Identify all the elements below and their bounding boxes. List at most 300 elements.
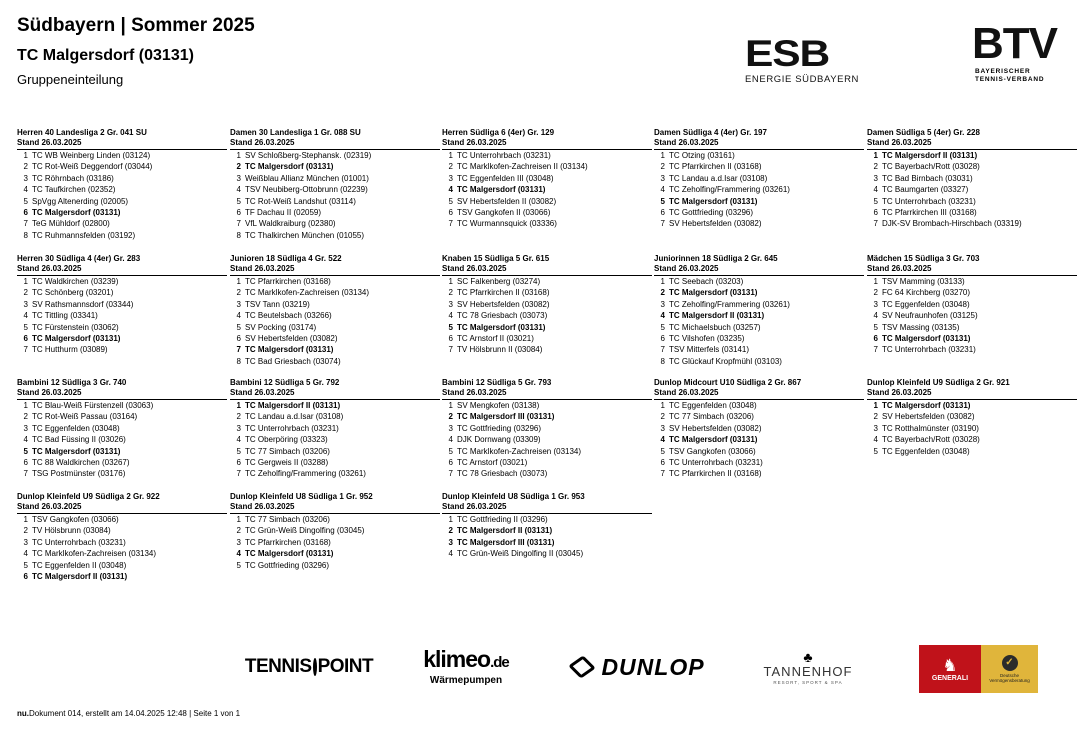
team-row [867, 344, 1077, 355]
group-stand-date: Stand 26.03.2025 [867, 138, 1077, 150]
team-rank: 6 [236, 334, 241, 344]
team-row [17, 400, 227, 411]
team-row [442, 423, 652, 434]
dunlop-flying-d-icon [569, 655, 597, 678]
group-title: Dunlop Kleinfeld U9 Südliga 2 Gr. 921 [867, 378, 1010, 387]
team-name: TC Malgersdorf III (03131) [457, 537, 555, 547]
team-name: TC Landau a.d.Isar (03108) [245, 412, 344, 422]
team-row [17, 299, 227, 310]
group-title: Bambini 12 Südliga 5 Gr. 792 [230, 378, 340, 387]
group-title: Mädchen 15 Südliga 3 Gr. 703 [867, 254, 980, 263]
team-rank: 3 [448, 537, 453, 547]
team-name: TC WB Weinberg Linden (03124) [32, 151, 151, 160]
team-rank: 7 [448, 345, 453, 355]
team-rank: 6 [873, 334, 878, 344]
team-rank: 2 [660, 162, 665, 172]
team-name: TC Pfarrkirchen (03168) [245, 537, 331, 547]
tennispoint-text-1: TENNIS [244, 656, 312, 677]
team-rank: 5 [448, 322, 453, 332]
group-stand-date: Stand 26.03.2025 [442, 388, 652, 400]
klimeo-tagline: Wärmepumpen [429, 675, 503, 686]
group-table [17, 492, 227, 582]
team-name: TC Malgersdorf (03131) [669, 288, 758, 298]
team-rank: 2 [448, 288, 453, 298]
team-name: TC Pfarrkirchen II (03168) [457, 288, 550, 298]
tennis-ball-icon [313, 658, 317, 676]
team-row [230, 276, 440, 287]
team-name: SV Hebertsfelden (03082) [669, 423, 762, 433]
group-stand-date: Stand 26.03.2025 [17, 388, 227, 400]
team-rank: 3 [448, 299, 453, 309]
team-name: TC Röhrnbach (03186) [32, 173, 114, 183]
group-stand-date: Stand 26.03.2025 [230, 138, 440, 150]
generali-dvag-logo [919, 645, 1038, 693]
group-title: Herren 40 Landesliga 2 Gr. 041 SU [17, 128, 147, 137]
team-name: TSV Gangkofen (03066) [669, 446, 756, 456]
team-row [654, 446, 864, 457]
team-row [654, 468, 864, 479]
team-rank: 1 [660, 401, 665, 410]
team-row [17, 560, 227, 571]
team-name: TF Dachau II (02059) [245, 208, 322, 218]
team-name: TC Schönberg (03201) [32, 288, 114, 298]
esb-logo-text: ENERGIE SÜDBAYERN [745, 74, 860, 85]
team-rank: 6 [873, 208, 878, 218]
team-row [867, 287, 1077, 298]
team-rank: 6 [23, 458, 28, 468]
team-rank: 6 [660, 458, 665, 468]
team-rank: 1 [23, 277, 28, 286]
team-row [442, 287, 652, 298]
team-rank: 8 [236, 230, 241, 240]
esb-logo-mark: ESB [745, 33, 830, 74]
team-name: TSV Gangkofen (03066) [32, 515, 119, 524]
group-table [867, 128, 1077, 230]
team-rank: 4 [448, 549, 453, 559]
team-rank: 8 [23, 230, 28, 240]
team-name: TC Malgersdorf (03131) [32, 334, 121, 344]
team-rank: 3 [660, 299, 665, 309]
team-rank: 4 [660, 185, 665, 195]
team-row [867, 446, 1077, 457]
team-name: TC Malgersdorf (03131) [32, 208, 121, 218]
group-table [654, 378, 864, 480]
team-name: TC Eggenfelden (03048) [32, 423, 120, 433]
team-name: TC Malgersdorf (03131) [457, 185, 546, 195]
team-rank: 1 [448, 401, 453, 410]
team-row [230, 161, 440, 172]
team-rank: 1 [236, 151, 241, 160]
group-stand-date: Stand 26.03.2025 [230, 264, 440, 276]
team-rank: 1 [873, 277, 878, 286]
team-row [17, 310, 227, 321]
team-name: TC Malgersdorf (03131) [882, 334, 971, 344]
team-name: TC Blau-Weiß Fürstenzell (03063) [32, 401, 154, 410]
team-rank: 1 [448, 277, 453, 286]
team-name: TC Grün-Weiß Dingolfing II (03045) [457, 549, 584, 559]
team-row [654, 150, 864, 161]
team-name: TC Bad Griesbach (03074) [245, 356, 341, 366]
team-name: TeG Mühldorf (02800) [32, 219, 110, 229]
team-name: TC Malgersdorf II (03131) [669, 311, 765, 321]
group-title: Knaben 15 Südliga 5 Gr. 615 [442, 254, 550, 263]
team-rank: 4 [660, 311, 665, 321]
team-rank: 3 [660, 173, 665, 183]
team-row [442, 457, 652, 468]
team-row [230, 299, 440, 310]
team-name: TC Marklkofen-Zachreisen (03134) [32, 549, 157, 559]
team-rank: 2 [236, 288, 241, 298]
team-name: TC Rotthalmünster (03190) [882, 423, 979, 433]
team-name: SV Hebertsfelden (03082) [882, 412, 975, 422]
tree-icon: ♣ [803, 648, 813, 665]
team-name: TC Pfarrkirchen III (03168) [882, 208, 977, 218]
group-title: Juniorinnen 18 Südliga 2 Gr. 645 [654, 254, 778, 263]
team-rank: 6 [236, 208, 241, 218]
tennispoint-text-2: POINT [317, 656, 374, 677]
team-rank: 4 [23, 311, 28, 321]
team-rank: 3 [873, 423, 878, 433]
btv-logo-text-1: BAYERISCHER [975, 68, 1031, 75]
team-rank: 5 [448, 196, 453, 206]
team-rank: 3 [23, 423, 28, 433]
team-name: DJK-SV Brombach-Hirschbach (03319) [882, 219, 1022, 229]
group-stand-date: Stand 26.03.2025 [17, 502, 227, 514]
team-rank: 4 [660, 435, 665, 445]
team-name: TC Vilshofen (03235) [669, 334, 745, 344]
team-row [17, 218, 227, 229]
team-row [17, 344, 227, 355]
team-rank: 4 [236, 549, 241, 559]
team-rank: 2 [873, 288, 878, 298]
team-row [654, 434, 864, 445]
team-row [442, 537, 652, 548]
team-name: TC Thalkirchen München (01055) [245, 230, 365, 240]
team-row [230, 196, 440, 207]
team-rank: 1 [660, 277, 665, 286]
group-title: Dunlop Kleinfeld U8 Südliga 1 Gr. 953 [442, 492, 585, 501]
team-rank: 7 [660, 345, 665, 355]
team-name: TC Malgersdorf II (03131) [32, 572, 128, 582]
team-name: TC Arnstorf II (03021) [457, 334, 534, 344]
team-row [442, 411, 652, 422]
team-name: FC 64 Kirchberg (03270) [882, 288, 971, 298]
team-name: TC Malgersdorf II (03131) [457, 526, 553, 536]
team-row [442, 276, 652, 287]
team-row [17, 446, 227, 457]
team-rank: 2 [23, 162, 28, 172]
team-rank: 5 [23, 446, 28, 456]
team-rank: 8 [236, 356, 241, 366]
team-rank: 5 [660, 322, 665, 332]
team-rank: 6 [660, 208, 665, 218]
team-name: TC Zeholfing/Frammering (03261) [669, 299, 790, 309]
team-name: TC Malgersdorf (03131) [245, 162, 334, 172]
team-row [442, 218, 652, 229]
team-name: SpVgg Altenerding (02005) [32, 196, 129, 206]
team-row [230, 333, 440, 344]
team-rank: 2 [236, 412, 241, 422]
team-rank: 6 [236, 458, 241, 468]
group-title: Damen 30 Landesliga 1 Gr. 088 SU [230, 128, 361, 137]
team-row [17, 150, 227, 161]
team-name: TV Hölsbrunn (03084) [32, 526, 111, 536]
tannenhof-tagline: RESORT, SPORT & SPA [773, 679, 843, 685]
club-name: TC Malgersdorf (03131) [17, 47, 194, 64]
team-name: Weißblau Allianz München (01001) [245, 173, 369, 183]
team-name: TC Gottfrieding (03296) [669, 208, 754, 218]
group-table [230, 378, 440, 480]
team-name: TC 78 Griesbach (03073) [457, 469, 548, 479]
group-stand-date: Stand 26.03.2025 [17, 138, 227, 150]
tennispoint-logo [245, 640, 373, 694]
group-stand-date: Stand 26.03.2025 [654, 138, 864, 150]
team-row [867, 333, 1077, 344]
dvag-name: Deutsche Vermögensberatung [989, 672, 1030, 683]
team-rank: 5 [236, 322, 241, 332]
team-name: TC Eggenfelden II (03048) [32, 560, 127, 570]
team-rank: 3 [23, 299, 28, 309]
team-rank: 7 [23, 345, 28, 355]
team-rank: 3 [448, 423, 453, 433]
group-stand-date: Stand 26.03.2025 [230, 388, 440, 400]
team-row [442, 310, 652, 321]
team-name: TC Wurmannsquick (03336) [457, 219, 557, 229]
team-name: TC Malgersdorf (03131) [669, 435, 758, 445]
team-name: VfL Waldkraiburg (02380) [245, 219, 336, 229]
team-row [442, 196, 652, 207]
team-rank: 3 [873, 173, 878, 183]
team-row [654, 344, 864, 355]
team-rank: 5 [448, 446, 453, 456]
team-row [230, 344, 440, 355]
team-rank: 5 [236, 446, 241, 456]
team-name: TC Seebach (03203) [669, 277, 744, 286]
team-rank: 7 [660, 219, 665, 229]
team-name: TC Pfarrkirchen II (03168) [669, 469, 762, 479]
team-rank: 3 [873, 299, 878, 309]
team-rank: 5 [23, 322, 28, 332]
group-title: Herren Südliga 6 (4er) Gr. 129 [442, 128, 555, 137]
team-row [654, 423, 864, 434]
group-title: Damen Südliga 4 (4er) Gr. 197 [654, 128, 767, 137]
team-name: TSV Mamming (03133) [882, 277, 965, 286]
team-name: TC Tittling (03341) [32, 311, 98, 321]
group-table [442, 378, 652, 480]
footer [17, 709, 240, 718]
btv-logo [972, 20, 1072, 84]
team-rank: 5 [660, 196, 665, 206]
team-rank: 7 [448, 469, 453, 479]
team-row [230, 322, 440, 333]
team-row [442, 548, 652, 559]
group-stand-date: Stand 26.03.2025 [867, 388, 1077, 400]
team-rank: 2 [23, 412, 28, 422]
team-rank: 6 [23, 572, 28, 582]
team-row [17, 548, 227, 559]
team-rank: 4 [448, 311, 453, 321]
team-row [230, 150, 440, 161]
team-name: TC Malgersdorf (03131) [882, 401, 971, 410]
team-row [17, 333, 227, 344]
team-name: TC Marklkofen-Zachreisen (03134) [457, 446, 582, 456]
group-stand-date: Stand 26.03.2025 [867, 264, 1077, 276]
team-name: TC Gergweis II (03288) [245, 458, 329, 468]
team-name: SC Falkenberg (03274) [457, 277, 541, 286]
team-name: TC Waldkirchen (03239) [32, 277, 119, 286]
team-rank: 4 [23, 185, 28, 195]
team-name: TC Rot-Weiß Passau (03164) [32, 412, 138, 422]
team-rank: 4 [236, 185, 241, 195]
team-row [442, 322, 652, 333]
team-name: TSV Gangkofen II (03066) [457, 208, 551, 218]
team-row [17, 571, 227, 582]
team-rank: 2 [236, 526, 241, 536]
team-name: TC 88 Waldkirchen (03267) [32, 458, 130, 468]
team-name: TC Malgersdorf III (03131) [457, 412, 555, 422]
team-rank: 6 [448, 458, 453, 468]
team-rank: 5 [236, 196, 241, 206]
klimeo-tld: .de [490, 654, 509, 671]
team-name: TC Malgersdorf (03131) [245, 549, 334, 559]
team-row [867, 322, 1077, 333]
group-table [442, 254, 652, 356]
group-table [654, 128, 864, 230]
team-name: SV Hebertsfelden II (03082) [457, 196, 557, 206]
dunlop-logo [555, 640, 723, 694]
team-name: TC Unterrohrbach (03231) [882, 345, 976, 355]
team-rank: 1 [23, 151, 28, 160]
btv-logo-mark: BTV [972, 19, 1057, 68]
team-name: SV Hebertsfelden (03082) [669, 219, 762, 229]
team-row [654, 173, 864, 184]
team-name: TC Eggenfelden (03048) [669, 401, 757, 410]
team-row [442, 299, 652, 310]
team-name: TC Bayerbach/Rott (03028) [882, 162, 980, 172]
team-rank: 2 [873, 162, 878, 172]
team-rank: 4 [873, 185, 878, 195]
team-name: TC Malgersdorf (03131) [32, 446, 121, 456]
team-row [442, 344, 652, 355]
esb-logo [745, 33, 860, 85]
team-rank: 6 [23, 334, 28, 344]
team-rank: 5 [873, 322, 878, 332]
team-row [17, 322, 227, 333]
team-row [17, 276, 227, 287]
team-name: TC Fürstenstein (03062) [32, 322, 119, 332]
team-name: TC Pfarrkirchen II (03168) [669, 162, 762, 172]
team-row [230, 356, 440, 367]
team-row [17, 161, 227, 172]
team-row [867, 207, 1077, 218]
team-name: TSG Postmünster (03176) [32, 469, 126, 479]
team-row [442, 184, 652, 195]
team-row [654, 184, 864, 195]
team-name: TC Eggenfelden III (03048) [457, 173, 554, 183]
team-rank: 5 [660, 446, 665, 456]
team-row [230, 207, 440, 218]
team-name: SV Hebertsfelden (03082) [245, 334, 338, 344]
team-row [17, 514, 227, 525]
team-row [867, 196, 1077, 207]
team-name: TC Gottfrieding (03296) [457, 423, 542, 433]
team-rank: 1 [23, 515, 28, 524]
team-rank: 2 [448, 526, 453, 536]
team-row [17, 434, 227, 445]
team-rank: 7 [236, 219, 241, 229]
team-rank: 1 [873, 401, 878, 410]
team-name: TC Pfarrkirchen (03168) [245, 277, 331, 286]
team-row [17, 184, 227, 195]
page-subtitle: Gruppeneinteilung [17, 72, 124, 87]
team-row [867, 423, 1077, 434]
team-rank: 3 [236, 299, 241, 309]
team-rank: 5 [23, 560, 28, 570]
team-row [442, 468, 652, 479]
team-row [442, 161, 652, 172]
team-name: TC Arnstorf (03021) [457, 458, 528, 468]
team-rank: 1 [236, 401, 241, 410]
team-rank: 7 [236, 345, 241, 355]
team-row [654, 457, 864, 468]
page-title: Südbayern | Sommer 2025 [17, 15, 255, 36]
group-stand-date: Stand 26.03.2025 [230, 502, 440, 514]
group-table [230, 254, 440, 367]
team-name: TC Marklkofen-Zachreisen II (03134) [457, 162, 588, 172]
team-row [230, 537, 440, 548]
team-rank: 2 [873, 412, 878, 422]
group-table [867, 254, 1077, 356]
team-name: TC Baumgarten (03327) [882, 185, 969, 195]
team-name: TC Unterrohrbach (03231) [457, 151, 551, 160]
team-rank: 4 [873, 435, 878, 445]
team-row [442, 434, 652, 445]
team-name: SV Hebertsfelden (03082) [457, 299, 550, 309]
group-table [17, 378, 227, 480]
team-rank: 8 [660, 356, 665, 366]
team-rank: 7 [23, 219, 28, 229]
team-name: TC Unterrohrbach (03231) [245, 423, 339, 433]
group-stand-date: Stand 26.03.2025 [654, 388, 864, 400]
team-row [230, 434, 440, 445]
team-name: TC Otzing (03161) [669, 151, 735, 160]
generali-name: GENERALI [931, 674, 969, 682]
team-row [867, 276, 1077, 287]
team-row [442, 173, 652, 184]
team-name: TC Bad Birnbach (03031) [882, 173, 973, 183]
team-name: SV Neufraunhofen (03125) [882, 311, 978, 321]
team-name: TC Unterrohrbach (03231) [882, 196, 976, 206]
team-row [230, 310, 440, 321]
team-name: TC Gottfrieding (03296) [245, 560, 330, 570]
team-name: TV Hölsbrunn II (03084) [457, 345, 543, 355]
team-name: TC 77 Simbach (03206) [245, 446, 330, 456]
team-rank: 6 [660, 334, 665, 344]
group-stand-date: Stand 26.03.2025 [442, 138, 652, 150]
tannenhof-name: TANNENHOF [763, 663, 853, 679]
team-row [230, 423, 440, 434]
team-name: TC Ruhmannsfelden (03192) [32, 230, 136, 240]
team-name: DJK Dornwang (03309) [457, 435, 541, 445]
team-name: TC Unterrohrbach (03231) [669, 458, 763, 468]
team-row [17, 457, 227, 468]
team-name: SV Schloßberg-Stephansk. (02319) [245, 151, 372, 160]
footer-brand: nu. [17, 709, 29, 718]
team-name: TC Malgersdorf (03131) [669, 196, 758, 206]
dunlop-name: DUNLOP [601, 653, 705, 680]
team-row [17, 525, 227, 536]
team-rank: 7 [873, 219, 878, 229]
